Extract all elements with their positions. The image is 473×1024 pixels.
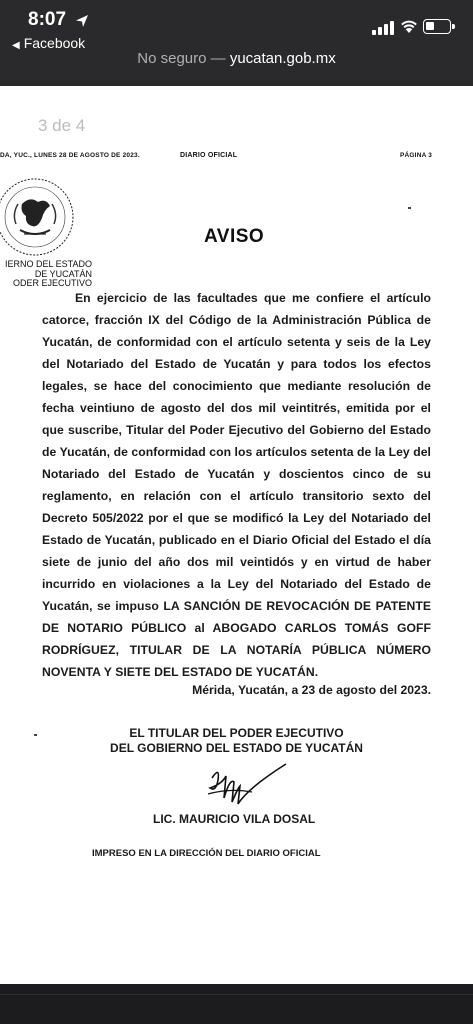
pdf-page[interactable]	[0, 86, 473, 984]
security-label: No seguro —	[137, 50, 226, 67]
signature-title-2: DEL GOBIERNO DEL ESTADO DE YUCATÁN	[110, 741, 363, 755]
bottom-divider	[0, 994, 473, 995]
wifi-icon	[400, 18, 418, 34]
government-label	[0, 260, 92, 289]
back-triangle-icon: ◀	[12, 40, 20, 51]
gov-line-1: IERNO DEL ESTADO	[4, 259, 92, 269]
signer-name: LIC. MAURICIO VILA DOSAL	[153, 812, 316, 826]
gov-line-2: DE YUCATÁN	[34, 268, 92, 279]
scan-speck	[408, 207, 411, 209]
doc-header-left: DA, YUC., LUNES 28 DE AGOSTO DE 2023.	[0, 152, 140, 159]
back-app-label: Facebook	[23, 35, 86, 51]
status-time: 8:07	[28, 9, 67, 30]
battery-icon	[423, 19, 451, 34]
address-bar[interactable]	[0, 50, 473, 67]
printed-in-line: IMPRESO EN LA DIRECCIÓN DEL DIARIO OFICIAL	[92, 848, 321, 859]
browser-top-bar	[0, 0, 473, 86]
cellular-signal-icon	[372, 21, 396, 35]
page-counter: 3 de 4	[38, 116, 86, 135]
url-domain: yucatan.gob.mx	[229, 50, 336, 67]
gov-line-3: ODER EJECUTIVO	[12, 278, 92, 288]
document-body: En ejercicio de las facultades que me confiere el artículo catorce, fracción IX del Código de la Administración Pública de Yucatán, de conformidad con el artículo setenta y seis de la Ley del Notariado del Estado de Yucatán y para todos los efectos legales, se hace del conocimiento que mediante resolución de fecha veintiuno de agosto del dos mil veintitrés, emitida por el que suscribe, Titular del Poder Ejecutivo del Gobierno del Estado de Yucatán, de conformidad con los artículos setenta de la Ley del Notariado del Estado de Yucatán y doscientos cinco de su reglamento, en relación con el artículo transitorio sexto del Decreto 505/2022 por el que se modificó la Ley del Notariado del Estado de Yucatán, publicado en el Diario Oficial del Estado el día siete de junio del año dos mil veintidós y en virtud de haber incurrido en violaciones a la Ley del Notariado del Estado de Yucatán, se impuso LA SANCIÓN DE REVOCACIÓN DE PATENTE DE NOTARIO PÚBLICO al ABOGADO CARLOS TOMÁS GOFF RODRÍGUEZ, TITULAR DE LA NOTARÍA PÚBLICA NÚMERO NOVENTA Y SIETE DEL ESTADO DE YUCATÁN.	[42, 291, 431, 679]
mexico-seal-icon	[0, 174, 78, 260]
scan-speck	[34, 734, 37, 736]
date-line: Mérida, Yucatán, a 23 de agosto del 2023.	[192, 683, 431, 697]
signature-title-1: EL TITULAR DEL PODER EJECUTIVO	[129, 726, 344, 740]
doc-header-right: PÁGINA 3	[400, 152, 433, 159]
doc-header-center: DIARIO OFICIAL	[180, 152, 238, 159]
browser-bottom-bar	[0, 984, 473, 1024]
handwritten-signature	[200, 758, 290, 810]
location-arrow-icon	[74, 13, 90, 29]
back-to-app-link[interactable]	[12, 35, 85, 51]
document-title: AVISO	[204, 226, 265, 247]
